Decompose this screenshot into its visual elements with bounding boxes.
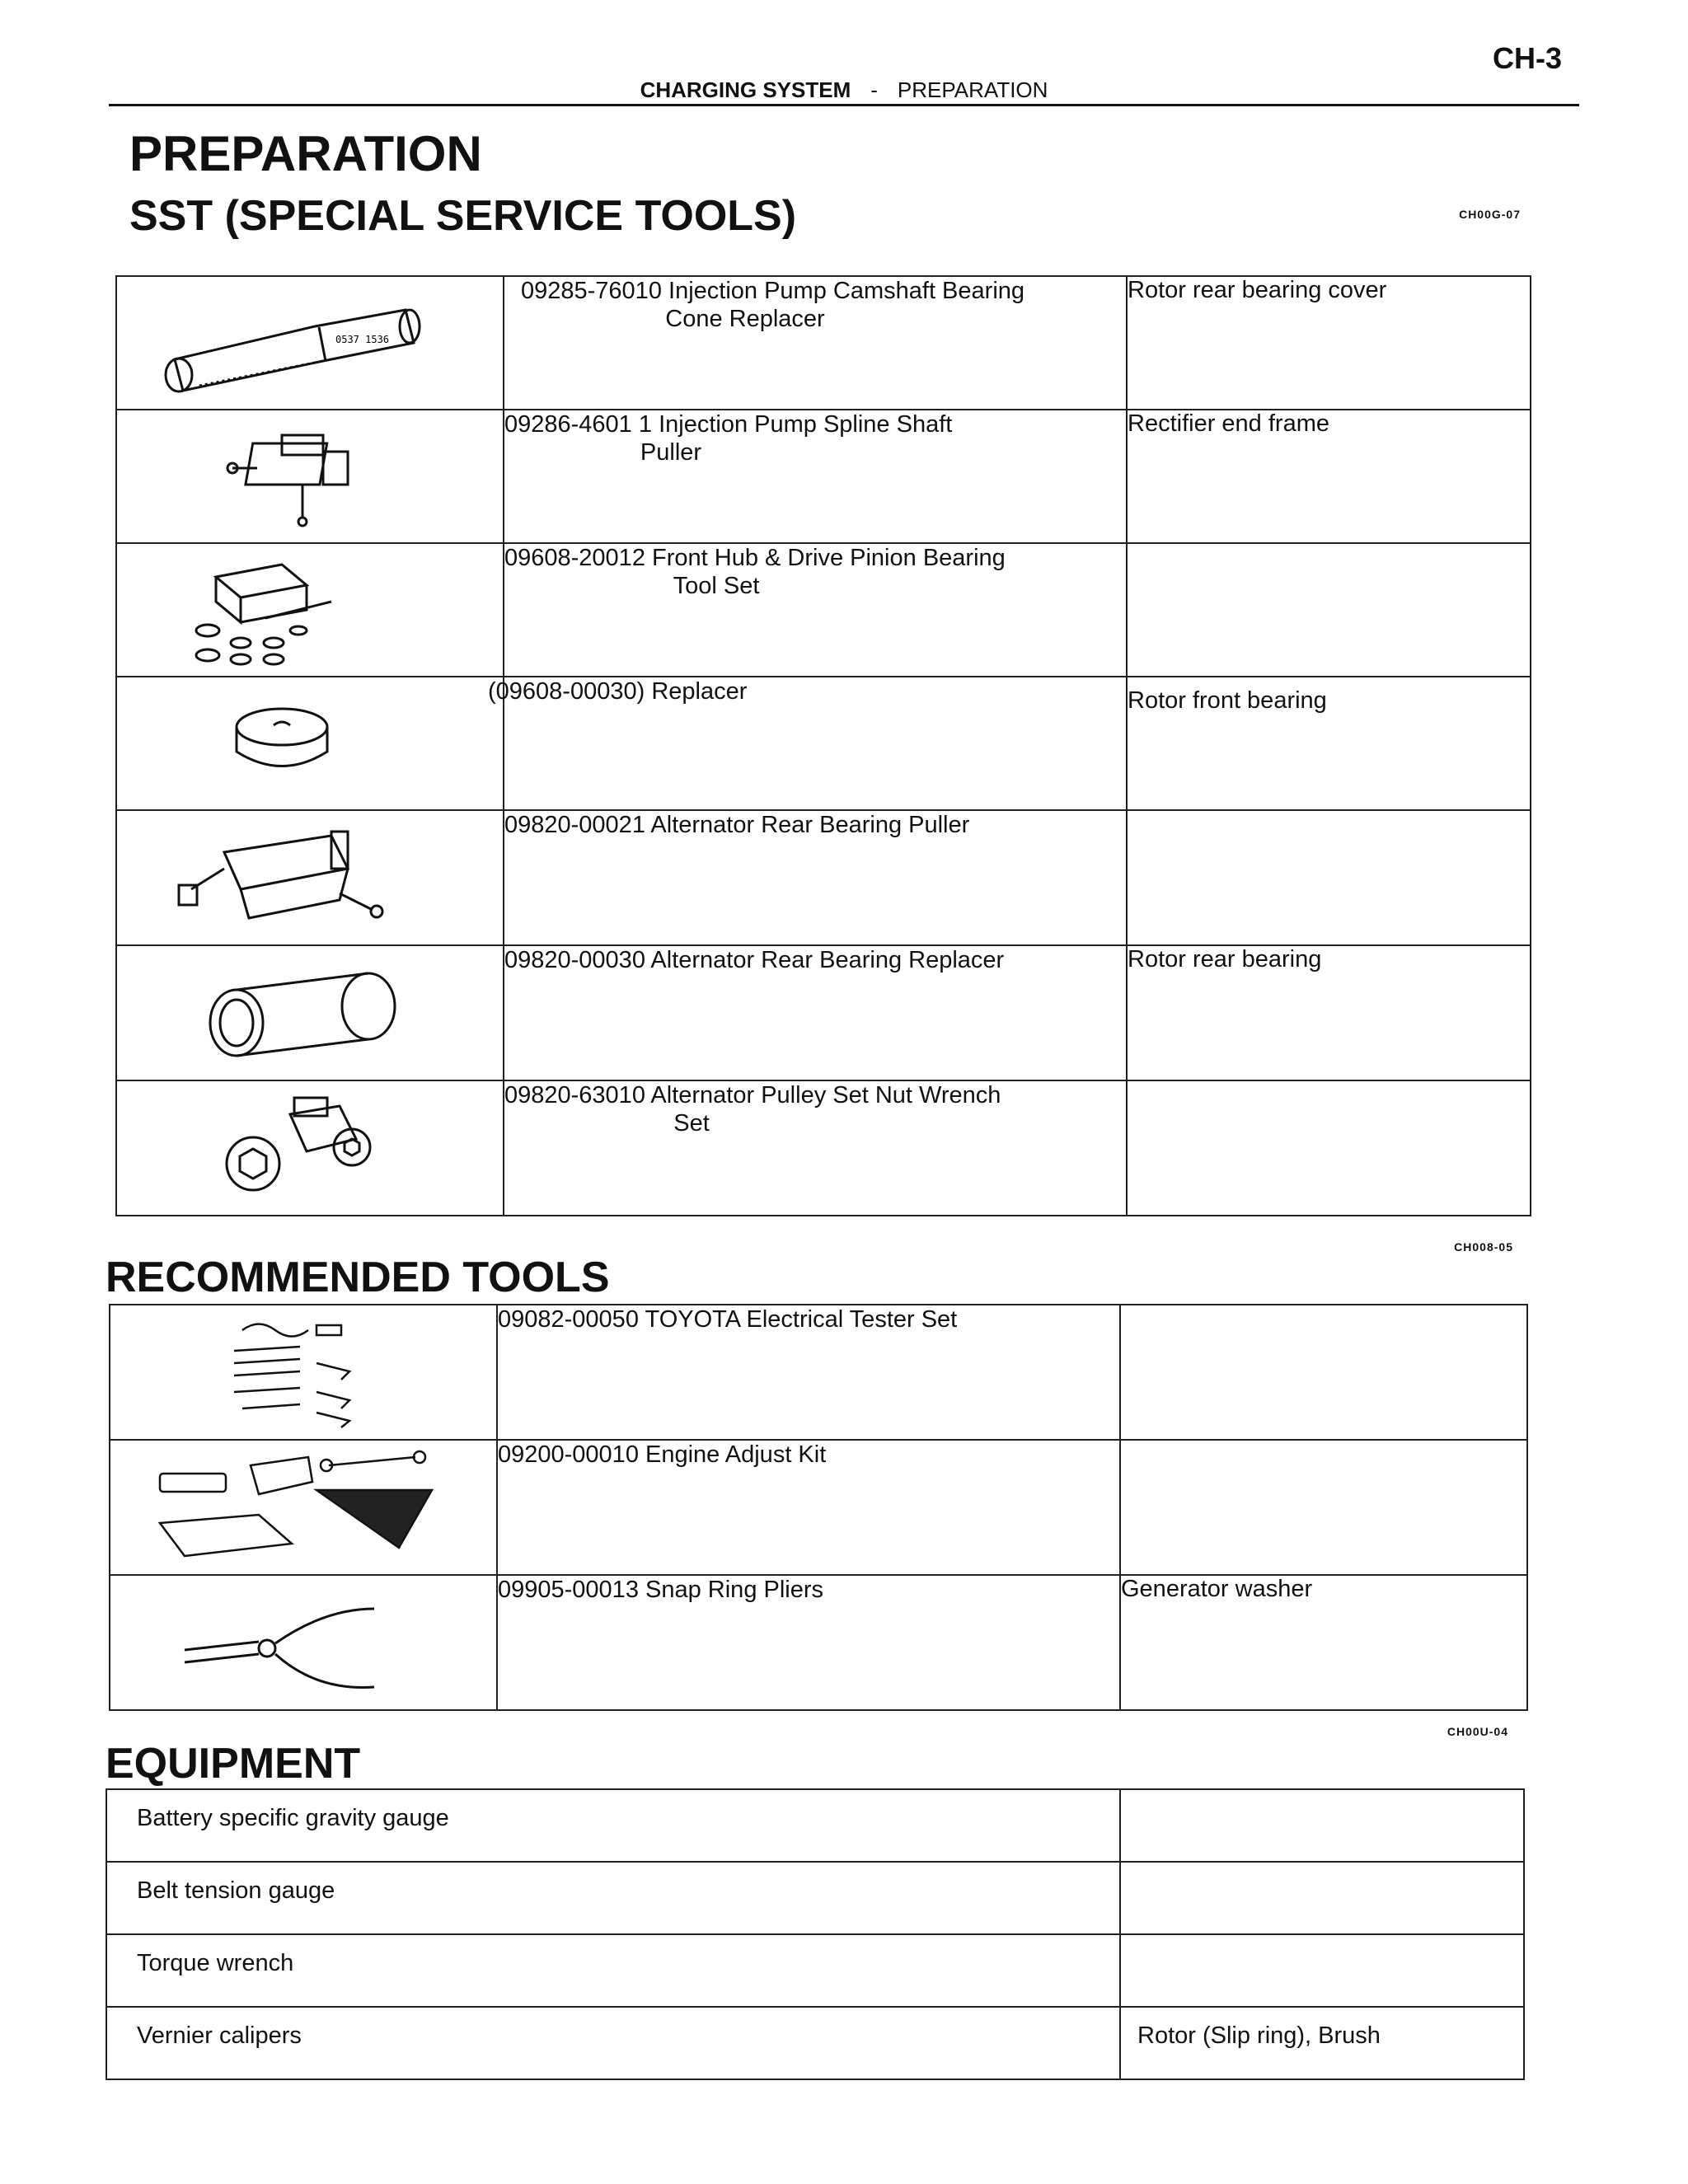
tool-name-cont: Tool Set: [673, 573, 760, 599]
table-row: [106, 1934, 1524, 2007]
tool-use: Rotor rear bearing cover: [1127, 276, 1531, 410]
tool-description: [497, 1575, 1120, 1710]
tool-use: [1127, 1080, 1531, 1216]
table-row: [106, 1789, 1524, 1862]
tool-image-cell: [116, 945, 504, 1080]
part-number: (09608-00030): [488, 678, 645, 705]
tool-image-cell: [110, 1440, 497, 1575]
tool-image-cell: [116, 410, 504, 543]
tool-name: Engine Adjust Kit: [645, 1441, 827, 1468]
tool-image-cell: [110, 1575, 497, 1710]
equipment-name: Vernier calipers: [106, 2007, 1120, 2079]
part-number: 09082-00050: [498, 1306, 639, 1333]
sst-table: [115, 275, 1531, 1216]
tool-set-case-icon: [191, 552, 356, 668]
tool-name: Injection Pump Spline Shaft: [659, 411, 953, 438]
tool-description: [504, 945, 1127, 1080]
header-rule: [109, 104, 1579, 106]
tool-description: [497, 1440, 1120, 1575]
equipment-use: [1120, 1934, 1524, 2007]
tool-name: Front Hub & Drive Pinion Bearing: [652, 545, 1006, 571]
equipment-use: Rotor (Slip ring), Brush: [1120, 2007, 1524, 2079]
tool-name: Injection Pump Camshaft Bearing: [668, 278, 1025, 304]
part-number: 09200-00010: [498, 1441, 639, 1468]
replacer-disc-icon: [224, 694, 356, 793]
nut-wrench-set-icon: [216, 1090, 397, 1205]
tool-image-cell: [116, 810, 504, 945]
tool-name-cont: Puller: [640, 439, 702, 466]
part-number: 09820-00030: [504, 947, 645, 973]
tool-name: Snap Ring Pliers: [645, 1577, 824, 1603]
tool-image-cell: [116, 276, 504, 410]
page-number: CH-3: [1492, 41, 1562, 75]
tool-use: [1120, 1440, 1527, 1575]
part-number: 09820-00021: [504, 812, 645, 838]
tool-description: [497, 1305, 1120, 1440]
sst-code: CH00G-07: [1459, 208, 1521, 221]
part-number: 09905-00013: [498, 1577, 639, 1603]
equipment-use: [1120, 1789, 1524, 1862]
table-row: [116, 410, 1531, 543]
part-number: 09608-20012: [504, 545, 645, 571]
subsection-name: PREPARATION: [897, 77, 1048, 102]
tool-description: [504, 1080, 1127, 1216]
recommended-table: [109, 1304, 1528, 1711]
part-number: 09820-63010: [504, 1082, 645, 1108]
running-header: [109, 77, 1579, 103]
table-row: [106, 1862, 1524, 1934]
electrical-tester-set-icon: [226, 1314, 391, 1429]
tool-use: [1127, 810, 1531, 945]
engine-adjust-kit-icon: [152, 1449, 448, 1564]
part-number: 09286-4601 1: [504, 411, 652, 438]
table-row: [110, 1440, 1527, 1575]
recommended-code: CH008-05: [1454, 1240, 1513, 1254]
table-row: [106, 2007, 1524, 2079]
bearing-puller-icon: [175, 819, 389, 935]
section-name: CHARGING SYSTEM: [640, 77, 851, 102]
bearing-replacer-sleeve-icon: [199, 961, 414, 1068]
table-row: [116, 276, 1531, 410]
tool-name: Alternator Rear Bearing Replacer: [650, 947, 1005, 973]
tool-image-cell: [116, 543, 504, 677]
tool-description: [488, 677, 1127, 810]
snap-ring-pliers-icon: [176, 1584, 391, 1699]
tool-name: Replacer: [651, 678, 748, 705]
equipment-heading: EQUIPMENT: [106, 1740, 361, 1788]
tool-description: [504, 410, 1127, 543]
table-row: [116, 945, 1531, 1080]
tool-name: Alternator Pulley Set Nut Wrench: [650, 1082, 1001, 1108]
equipment-name: Battery specific gravity gauge: [106, 1789, 1120, 1862]
tool-name-cont: Cone Replacer: [665, 306, 825, 332]
table-row: [110, 1305, 1527, 1440]
tool-image-cell: [116, 1080, 504, 1216]
tool-description: [504, 543, 1127, 677]
tool-use: Generator washer: [1120, 1575, 1527, 1710]
table-row: [116, 810, 1531, 945]
equipment-name: Belt tension gauge: [106, 1862, 1120, 1934]
spline-puller-icon: [224, 419, 389, 534]
tool-name: TOYOTA Electrical Tester Set: [645, 1306, 958, 1333]
tool-use: Rectifier end frame: [1127, 410, 1531, 543]
table-row-sub: [116, 677, 1531, 810]
tool-use: Rotor front bearing: [1127, 677, 1531, 810]
header-separator: -: [870, 77, 878, 102]
table-row: [116, 1080, 1531, 1216]
tool-image-cell: [110, 1305, 497, 1440]
recommended-heading: RECOMMENDED TOOLS: [106, 1254, 610, 1301]
tool-use: [1127, 543, 1531, 677]
page-title: PREPARATION: [129, 126, 482, 181]
part-number: 09285-76010: [521, 278, 662, 304]
equipment-use: [1120, 1862, 1524, 1934]
bearing-replacer-tube-icon: [150, 285, 447, 401]
equipment-code: CH00U-04: [1447, 1725, 1508, 1738]
tool-name-cont: Set: [673, 1110, 710, 1137]
tool-name: Alternator Rear Bearing Puller: [650, 812, 970, 838]
tool-description: [504, 276, 1127, 410]
svg-text:0537 1536: 0537 1536: [335, 334, 390, 345]
tool-use: [1120, 1305, 1527, 1440]
equipment-name: Torque wrench: [106, 1934, 1120, 2007]
table-row: [116, 543, 1531, 677]
sst-heading: SST (SPECIAL SERVICE TOOLS): [129, 192, 797, 240]
table-row: [110, 1575, 1527, 1710]
tool-image-cell: [116, 677, 504, 810]
tool-use: Rotor rear bearing: [1127, 945, 1531, 1080]
tool-description: [504, 810, 1127, 945]
equipment-table: [106, 1788, 1525, 2080]
